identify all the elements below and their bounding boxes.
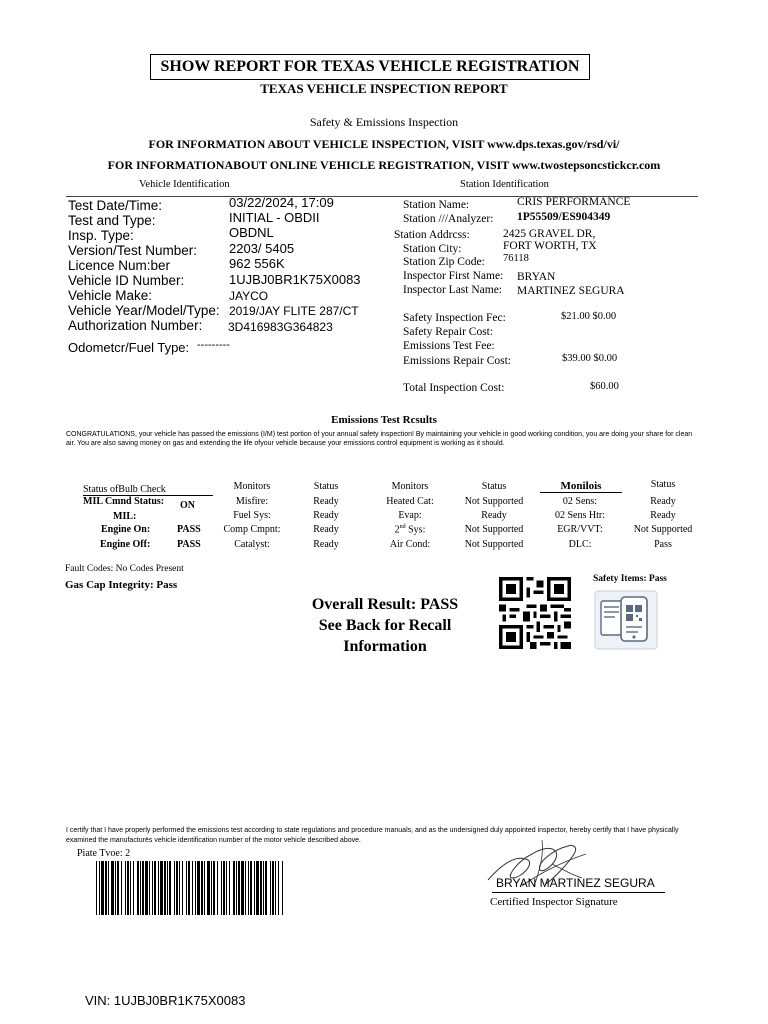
value-year-model: 2019/JAY FLITE 287/CT xyxy=(229,304,359,318)
monitor-catalyst: Catalyst: xyxy=(234,539,270,550)
inspector-name: BRYAN MARTINEZ SEGURA xyxy=(496,876,655,890)
fault-codes: Fault Codes: No Codes Present xyxy=(65,564,184,574)
vin-footer: VIN: 1UJBJ0BR1K75X0083 xyxy=(85,993,246,1008)
label-safety-insp-fee: Safety Inspection Fec: xyxy=(403,312,506,324)
header-status-1: Status xyxy=(313,481,339,492)
label-station-zip: Station Zip Code: xyxy=(403,256,485,268)
barcode xyxy=(96,861,284,915)
header-status-3: Status xyxy=(650,479,676,490)
label-year-model: Vehicle Year/Model/Type: xyxy=(68,303,220,318)
value-station-zip: 76118 xyxy=(503,253,529,264)
value-test-type: INITIAL - OBDII xyxy=(229,210,320,225)
monitor-o2-sens: 02 Sens: xyxy=(562,496,598,507)
report-title-box: SHOW REPORT FOR TEXAS VEHICLE REGISTRATION xyxy=(150,54,590,80)
monitor-egr-vvt: EGR/VVT: xyxy=(557,524,603,535)
emissions-title: Emissions Test Rcsults xyxy=(331,414,437,426)
value-vin: 1UJBJ0BR1K75X0083 xyxy=(229,272,361,287)
overall-result-line-3: Information xyxy=(343,638,427,655)
value-emissions-fees: $39.00 $0.00 xyxy=(562,353,618,364)
monitor-misfire: Misfire: xyxy=(235,496,269,507)
gas-cap-integrity: Gas Cap Integrity: Pass xyxy=(65,579,178,591)
label-engine-on: Engine On: xyxy=(101,524,151,535)
inspection-type: Safety & Emissions Inspection xyxy=(309,115,459,129)
label-test-date: Test Date/Time: xyxy=(68,198,163,213)
monitor-air-cond: Air Cond: xyxy=(389,539,431,550)
monitor-evap: Evap: xyxy=(398,510,422,521)
value-version: 2203/ 5405 xyxy=(229,241,295,256)
label-odometer: Odometcr/Fuel Type: xyxy=(68,340,190,355)
label-inspector-first: Inspector First Name: xyxy=(403,270,504,282)
value-test-date: 03/22/2024, 17:09 xyxy=(229,195,334,210)
label-licence: Licence Num:ber xyxy=(68,258,171,273)
overall-result-line-1: Overall Result: PASS xyxy=(311,596,459,613)
status-misfire: Ready xyxy=(313,496,339,507)
label-mil: MIL: xyxy=(113,511,137,522)
status-dlc: Pass xyxy=(654,539,672,550)
emissions-paragraph: CONGRATULATIONS, your vehicle has passed the emissions (I/M) test portion of your annual safety inspection! By maintaining your vehicle in good working condition, you are doing your share for clean air. You are also saving money on gas and extending the life ofyour vehicle because your emissions control equipment is working as it should. xyxy=(66,431,693,447)
label-insp-type: Insp. Type: xyxy=(68,228,134,243)
overall-result xyxy=(300,594,470,657)
info-line-registration: FOR INFORMATIONABOUT ONLINE VEHICLE REGISTRATION, VISIT www.twostepsoncstickcr.com xyxy=(107,158,661,172)
station-section-heading: Station Identification xyxy=(460,179,549,190)
value-licence: 962 556K xyxy=(229,256,285,271)
safety-items: Safety Items: Pass xyxy=(593,574,667,584)
overall-result-line-2: See Back for Recall xyxy=(318,617,452,634)
value-engine-on: PASS xyxy=(177,524,201,535)
report-subtitle: TEXAS VEHICLE INSPECTION REPORT xyxy=(260,81,508,96)
label-emissions-repair-cost: Emissions Repair Cost: xyxy=(403,355,511,367)
monitor-o2-sens-htr: 02 Sens Htr: xyxy=(555,510,605,521)
label-safety-repair-cost: Safety Repair Cost: xyxy=(403,326,494,338)
header-status-2: Status xyxy=(481,481,507,492)
vehicle-section-heading: Vehicle Identification xyxy=(139,179,230,190)
label-inspector-last: Inspector Last Name: xyxy=(403,284,502,296)
status-egr-vvt: Not Supported xyxy=(633,524,693,535)
status-catalyst: Ready xyxy=(313,539,339,550)
label-station-city: Station City: xyxy=(403,243,462,255)
monitor-comp-cmpnt: Comp Cmpnt: xyxy=(223,524,281,535)
status-evap: Ready xyxy=(481,510,507,521)
bulb-check-header: Status ofBulb Check xyxy=(83,484,213,496)
value-total-cost: $60.00 xyxy=(590,381,619,392)
status-air-cond: Not Supported xyxy=(464,539,524,550)
monitor-dlc: DLC: xyxy=(568,539,592,550)
phone-document-icon xyxy=(593,589,659,651)
status-comp-cmpnt: Ready xyxy=(313,524,339,535)
value-make: JAYCO xyxy=(229,289,269,303)
value-odometer: --------- xyxy=(197,339,230,351)
monitor-2nd-sys: 2nd Sys: xyxy=(394,524,426,536)
label-engine-off: Engine Off: xyxy=(100,539,151,550)
label-station-name: Station Name: xyxy=(403,199,470,211)
header-monitors-3: Monilois xyxy=(540,480,622,493)
label-total-cost: Total Inspection Cost: xyxy=(403,382,505,394)
monitor-fuel-sys: Fuel Sys: xyxy=(233,510,271,521)
status-fuel-sys: Ready xyxy=(313,510,339,521)
status-heated-cat: Not Supported xyxy=(464,496,524,507)
label-mil-cmnd: MIL Cmnd Status: xyxy=(83,496,165,507)
label-test-type: Test and Type: xyxy=(68,213,156,228)
value-engine-off: PASS xyxy=(177,539,201,550)
value-station-analyzer: 1P55509/ES904349 xyxy=(517,211,611,223)
signature-line xyxy=(492,892,665,893)
label-make: Vehicle Make: xyxy=(68,288,153,303)
plate-type: Piate Tvoe: 2 xyxy=(77,848,131,859)
value-inspector-last: MARTINEZ SEGURA xyxy=(517,285,625,297)
value-station-city: FORT WORTH, TX xyxy=(503,240,597,252)
value-mil-cmnd: ON xyxy=(180,500,195,511)
value-station-name: CRIS PERFORMANCE xyxy=(517,196,631,208)
value-inspector-first: BRYAN xyxy=(517,271,556,283)
status-o2-sens: Ready xyxy=(650,496,676,507)
value-insp-type: OBDNL xyxy=(229,225,274,240)
label-station-analyzer: Station ///Analyzer: xyxy=(403,213,494,225)
info-line-inspection: FOR INFORMATION ABOUT VEHICLE INSPECTION, VISIT www.dps.texas.gov/rsd/vi/ xyxy=(148,137,620,151)
label-version: Version/Test Number: xyxy=(68,243,198,258)
status-2nd-sys: Not Supported xyxy=(464,524,524,535)
qr-code-icon xyxy=(499,577,571,649)
monitor-heated-cat: Heated Cat: xyxy=(386,496,434,507)
label-vin: Vehicle ID Number: xyxy=(68,273,185,288)
status-o2-sens-htr: Ready xyxy=(650,510,676,521)
label-station-address: Station Addrcss: xyxy=(394,229,470,241)
signature-label: Certified Inspector Signature xyxy=(490,896,618,908)
label-emissions-test-fee: Emissions Test Fee: xyxy=(403,340,495,352)
value-authorization: 3D416983G364823 xyxy=(228,320,333,334)
value-safety-insp-fee: $21.00 $0.00 xyxy=(561,311,617,322)
value-station-address: 2425 GRAVEL DR, xyxy=(503,228,596,240)
label-authorization: Authorization Number: xyxy=(68,318,203,333)
header-monitors-2: Monitors xyxy=(391,481,429,492)
certification-text: I certify that I have properly performed the emissions test according to state regulations and procedure manuals, and as the undersigned duly appointed inspector, hereby certify that I have physically examined the manufacturës vehicle identification number of the motor vehicle described above. xyxy=(66,827,679,844)
header-monitors-1: Monitors xyxy=(233,481,271,492)
